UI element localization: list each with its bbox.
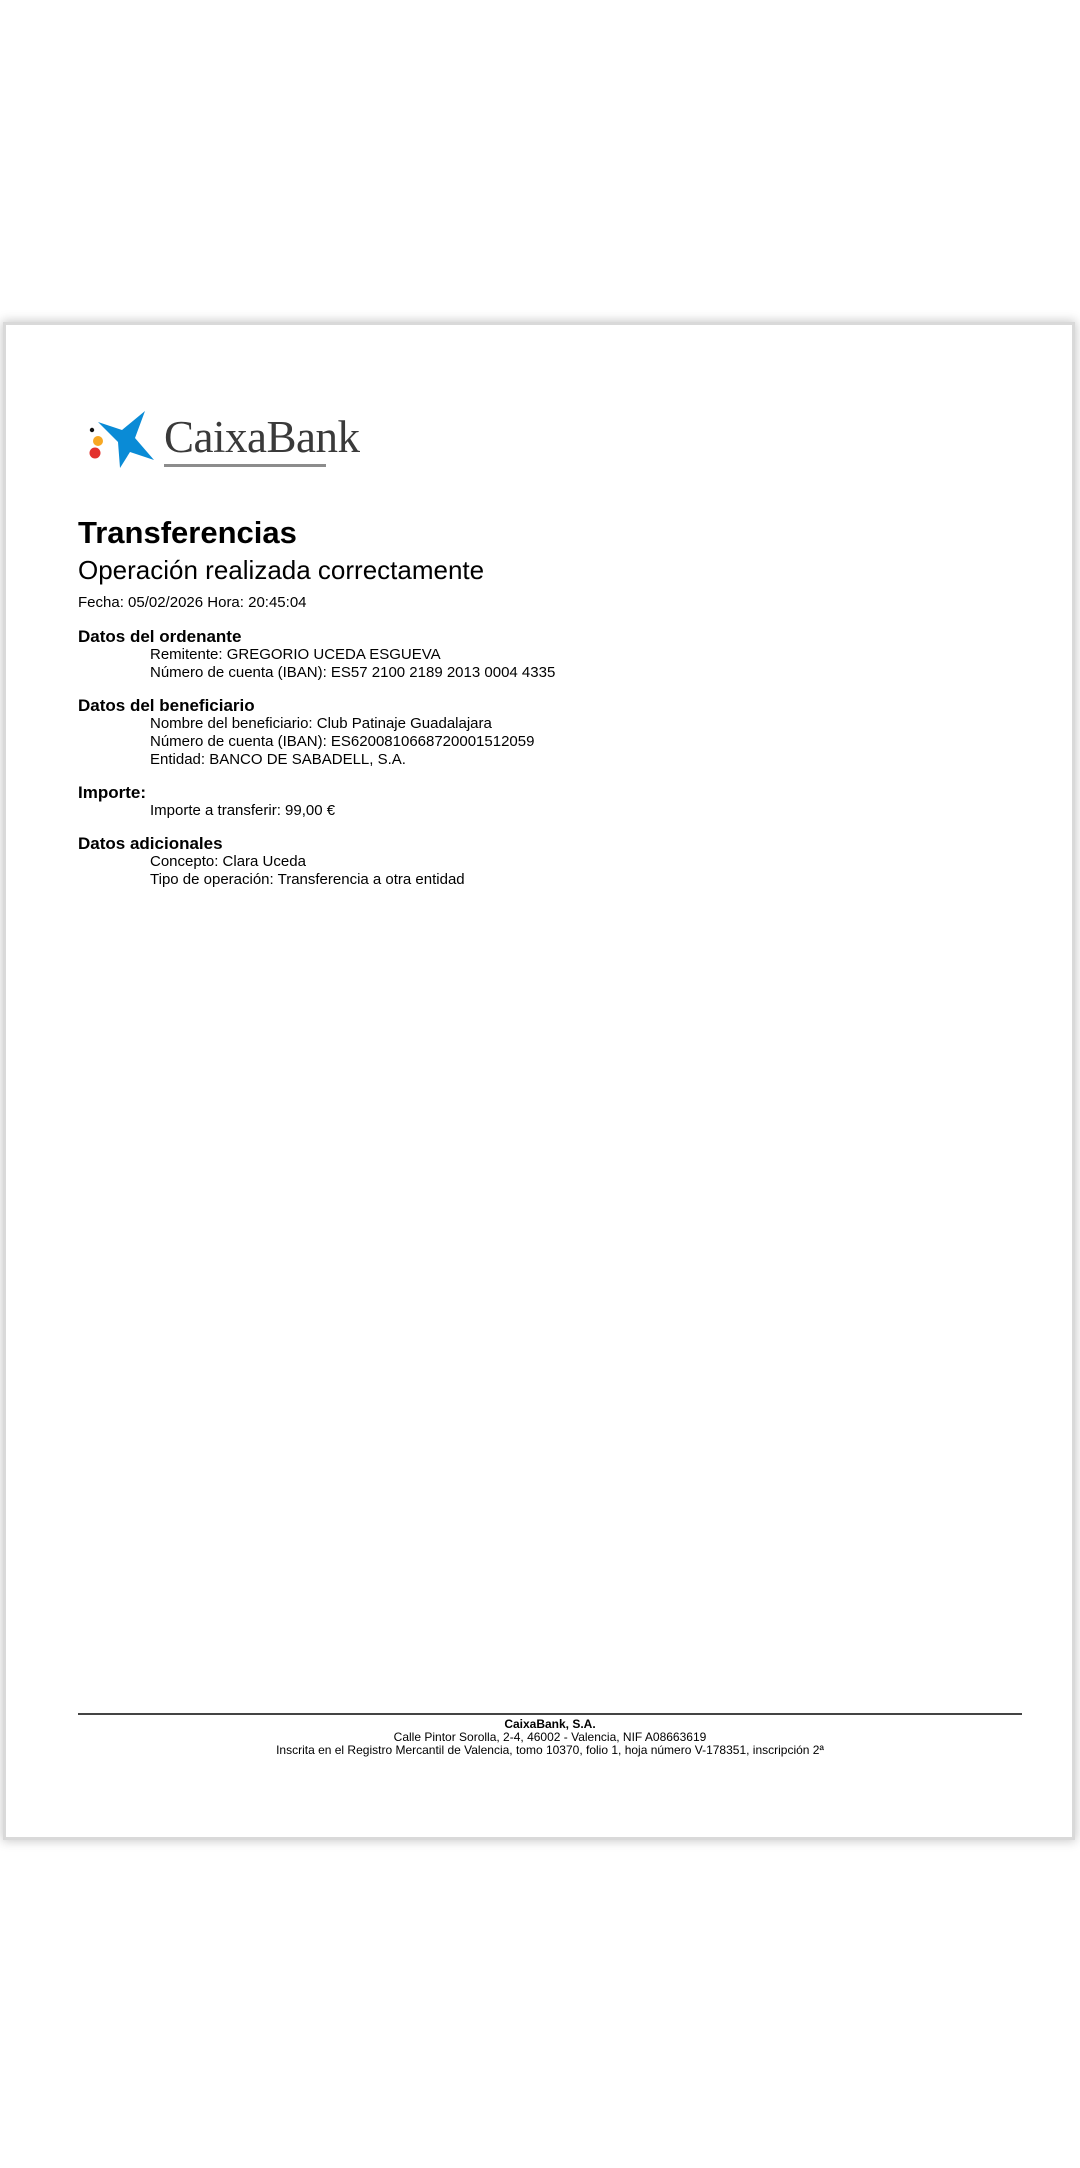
footer-registry: Inscrita en el Registro Mercantil de Valencia, tomo 10370, folio 1, hoja número V-178351, inscripción 2ª — [276, 1743, 824, 1757]
beneficiary-iban: Número de cuenta (IBAN): ES6200810668720001512059 — [150, 733, 535, 750]
section-title: Importe: — [78, 783, 146, 802]
section-title: Datos del ordenante — [78, 627, 242, 646]
operation-datetime: Fecha: 05/02/2026 Hora: 20:45:04 — [78, 594, 307, 611]
operation-status: Operación realizada correctamente — [78, 555, 485, 585]
footer-company: CaixaBank, S.A. — [504, 1717, 596, 1731]
section-ordenante — [78, 627, 1038, 682]
transfer-amount: Importe a transferir: 99,00 € — [150, 802, 336, 819]
document-title: Transferencias — [78, 515, 297, 550]
beneficiary-bank: Entidad: BANCO DE SABADELL, S.A. — [150, 751, 406, 768]
brand-wordmark: CaixaBank — [164, 412, 360, 462]
document-content — [78, 515, 1038, 889]
transfer-concept: Concepto: Clara Uceda — [150, 853, 306, 870]
caixabank-logo — [82, 408, 360, 468]
beneficiary-name: Nombre del beneficiario: Club Patinaje Guadalajara — [150, 715, 492, 732]
section-title: Datos del beneficiario — [78, 696, 255, 715]
sender-iban: Número de cuenta (IBAN): ES57 2100 2189 2013 0004 4335 — [150, 664, 556, 681]
document-page — [6, 325, 1072, 1837]
footer-address: Calle Pintor Sorolla, 2-4, 46002 - Valencia, NIF A08663619 — [393, 1730, 707, 1744]
section-importe — [78, 783, 1038, 820]
section-title: Datos adicionales — [78, 834, 223, 853]
caixabank-star-icon — [82, 408, 154, 468]
sender-name: Remitente: GREGORIO UCEDA ESGUEVA — [150, 646, 441, 663]
section-adicionales — [78, 834, 1038, 889]
brand-underline — [164, 464, 326, 467]
page-footer — [78, 1713, 1022, 1757]
operation-type: Tipo de operación: Transferencia a otra entidad — [150, 871, 465, 888]
section-beneficiario — [78, 696, 1038, 769]
